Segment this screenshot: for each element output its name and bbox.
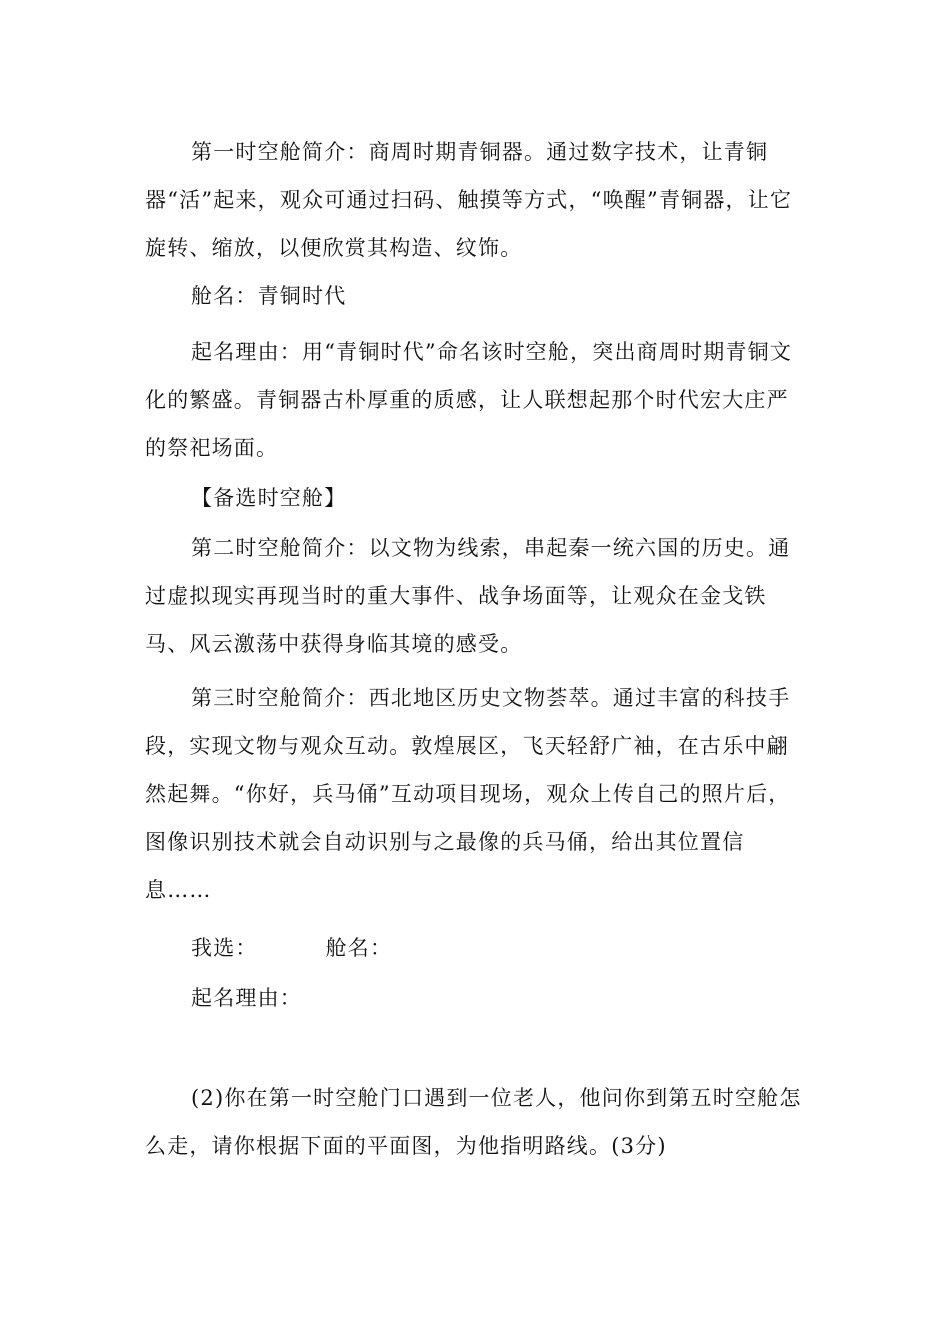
paragraph-alternative-cabins-heading: 【备选时空舱】 bbox=[191, 486, 347, 510]
cabin-name-label: 舱名： bbox=[325, 936, 393, 960]
paragraph-second-cabin-intro: 第二时空舱简介：以文物为线索，串起秦一统六国的历史。通过虚拟现实再现当时的重大事件、战争场面等，让观众在金戈铁马、风云激荡中获得身临其境的感受。 bbox=[145, 536, 791, 656]
reason-label: 起名理由： bbox=[191, 986, 302, 1010]
paragraph-naming-reason: 起名理由：用“青铜时代”命名该时空舱，突出商周时期青铜文化的繁盛。青铜器古朴厚重的质感，让人联想起那个时代宏大庄严的祭祀场面。 bbox=[145, 340, 793, 460]
paragraph-third-cabin-intro: 第三时空舱简介：西北地区历史文物荟萃。通过丰富的科技手段，实现文物与观众互动。敦煌展区，飞天轻舒广袖，在古乐中翩然起舞。“你好，兵马俑”互动项目现场，观众上传自己的照片后，图像识别技术就会自动识别与之最像的兵马俑，给出其位置信息…… bbox=[145, 686, 791, 902]
paragraph-first-cabin-intro: 第一时空舱简介：商周时期青铜器。通过数字技术，让青铜器“活”起来，观众可通过扫码、触摸等方式，“唤醒”青铜器，让它旋转、缩放，以便欣赏其构造、纹饰。 bbox=[145, 140, 793, 260]
answer-reason-row bbox=[191, 974, 302, 1022]
paragraph-question-2: (2)你在第一时空舱门口遇到一位老人，他问你到第五时空舱怎么走，请你根据下面的平面图，为他指明路线。(3分) bbox=[145, 1086, 802, 1158]
answer-choice-row bbox=[191, 924, 392, 972]
paragraph-cabin-name: 舱名：青铜时代 bbox=[191, 284, 347, 308]
choice-label: 我选： bbox=[191, 936, 258, 960]
